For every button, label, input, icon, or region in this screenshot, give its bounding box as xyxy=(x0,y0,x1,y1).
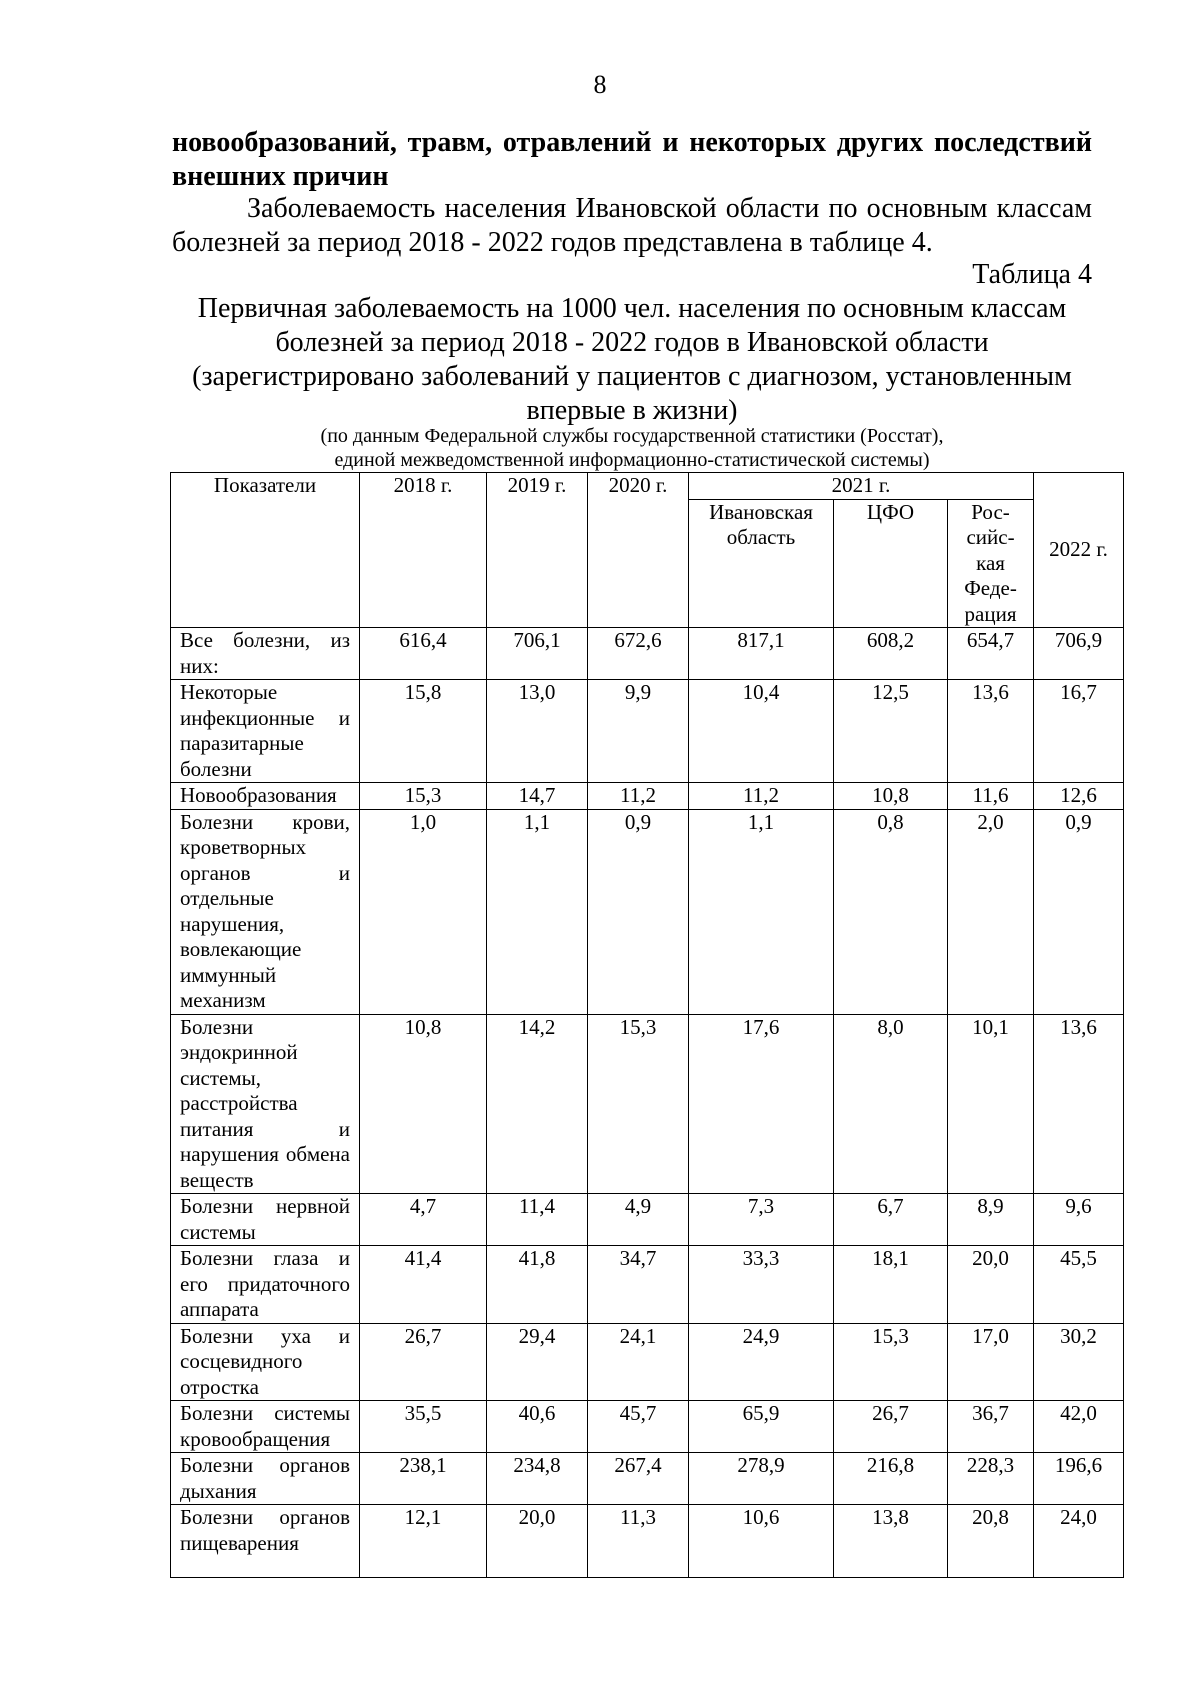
header-cfo: ЦФО xyxy=(834,499,948,628)
table-body xyxy=(171,628,1124,1578)
cell-v2018: 4,7 xyxy=(360,1194,487,1246)
cell-v2022: 13,6 xyxy=(1034,1014,1124,1194)
header-rf: Рос-сийс-кая Феде-рация xyxy=(948,499,1034,628)
table-row xyxy=(171,809,1124,1014)
row-label: Все болезни, из них: xyxy=(171,628,360,680)
row-label: Новообразования xyxy=(171,783,360,810)
table-row xyxy=(171,1401,1124,1453)
cell-v2022: 0,9 xyxy=(1034,809,1124,1014)
table-title-line: впервые в жизни) xyxy=(526,395,738,426)
cell-cfo: 6,7 xyxy=(834,1194,948,1246)
cell-v2018: 10,8 xyxy=(360,1014,487,1194)
header-2022: 2022 г. xyxy=(1034,473,1124,628)
cell-ivanovo: 278,9 xyxy=(689,1453,834,1505)
cell-v2022: 30,2 xyxy=(1034,1323,1124,1401)
table-row xyxy=(171,1323,1124,1401)
cell-rf: 11,6 xyxy=(948,783,1034,810)
cell-v2018: 26,7 xyxy=(360,1323,487,1401)
cell-v2018: 616,4 xyxy=(360,628,487,680)
table-row xyxy=(171,783,1124,810)
cell-ivanovo: 11,2 xyxy=(689,783,834,810)
morbidity-table xyxy=(170,472,1124,1578)
cell-ivanovo: 17,6 xyxy=(689,1014,834,1194)
cell-v2020: 4,9 xyxy=(588,1194,689,1246)
cell-rf: 10,1 xyxy=(948,1014,1034,1194)
cell-v2019: 40,6 xyxy=(487,1401,588,1453)
source-note-line: единой межведомственной информационно-статистической системы) xyxy=(334,449,930,471)
cell-v2022: 9,6 xyxy=(1034,1194,1124,1246)
row-label: Болезни эндокринной системы, расстройства питания и нарушения обмена веществ xyxy=(171,1014,360,1194)
cell-v2020: 11,2 xyxy=(588,783,689,810)
cell-ivanovo: 1,1 xyxy=(689,809,834,1014)
cell-cfo: 13,8 xyxy=(834,1505,948,1578)
cell-ivanovo: 817,1 xyxy=(689,628,834,680)
cell-v2020: 15,3 xyxy=(588,1014,689,1194)
source-note-line: (по данным Федеральной службы государственной статистики (Росстат), xyxy=(320,425,944,447)
cell-cfo: 18,1 xyxy=(834,1246,948,1324)
cell-v2019: 20,0 xyxy=(487,1505,588,1578)
cell-v2019: 14,2 xyxy=(487,1014,588,1194)
table-title-line: (зарегистрировано заболеваний у пациентов с диагнозом, установленным xyxy=(192,361,1072,392)
cell-v2018: 35,5 xyxy=(360,1401,487,1453)
cell-ivanovo: 10,6 xyxy=(689,1505,834,1578)
intro-paragraph: Заболеваемость населения Ивановской области по основным классам болезней за период 2018 - 2022 годов представлена в таблице 4. xyxy=(172,193,1092,258)
cell-rf: 13,6 xyxy=(948,680,1034,783)
cell-ivanovo: 7,3 xyxy=(689,1194,834,1246)
cell-rf: 17,0 xyxy=(948,1323,1034,1401)
cell-v2022: 24,0 xyxy=(1034,1505,1124,1578)
cell-v2020: 34,7 xyxy=(588,1246,689,1324)
cell-v2019: 14,7 xyxy=(487,783,588,810)
header-ivanovo: Ивановская область xyxy=(689,499,834,628)
row-label: Болезни системы кровообращения xyxy=(171,1401,360,1453)
row-label: Болезни крови, кроветворных органов и отдельные нарушения, вовлекающие иммунный механизм xyxy=(171,809,360,1014)
cell-v2019: 11,4 xyxy=(487,1194,588,1246)
cell-v2018: 1,0 xyxy=(360,809,487,1014)
table-row xyxy=(171,1246,1124,1324)
cell-v2020: 9,9 xyxy=(588,680,689,783)
table-row xyxy=(171,1453,1124,1505)
cell-v2018: 41,4 xyxy=(360,1246,487,1324)
cell-v2020: 267,4 xyxy=(588,1453,689,1505)
row-label: Некоторые инфекционные и паразитарные болезни xyxy=(171,680,360,783)
cell-v2022: 45,5 xyxy=(1034,1246,1124,1324)
cell-v2022: 12,6 xyxy=(1034,783,1124,810)
cell-cfo: 12,5 xyxy=(834,680,948,783)
header-indicator: Показатели xyxy=(171,473,360,628)
header-2018: 2018 г. xyxy=(360,473,487,628)
cell-v2020: 11,3 xyxy=(588,1505,689,1578)
cell-v2019: 1,1 xyxy=(487,809,588,1014)
cell-v2019: 41,8 xyxy=(487,1246,588,1324)
table-row xyxy=(171,680,1124,783)
row-label: Болезни органов пищеварения xyxy=(171,1505,360,1578)
cell-rf: 20,8 xyxy=(948,1505,1034,1578)
table-title-line: болезней за период 2018 - 2022 годов в Ивановской области xyxy=(275,327,989,358)
row-label: Болезни нервной системы xyxy=(171,1194,360,1246)
cell-v2018: 15,8 xyxy=(360,680,487,783)
cell-rf: 228,3 xyxy=(948,1453,1034,1505)
cell-v2019: 29,4 xyxy=(487,1323,588,1401)
cell-v2018: 12,1 xyxy=(360,1505,487,1578)
cell-ivanovo: 33,3 xyxy=(689,1246,834,1324)
cell-v2020: 0,9 xyxy=(588,809,689,1014)
section-heading-continuation: новообразований, травм, отравлений и некоторых других последствий внешних причин xyxy=(172,127,1092,192)
table-row xyxy=(171,1194,1124,1246)
cell-rf: 2,0 xyxy=(948,809,1034,1014)
table-title xyxy=(172,292,1092,428)
cell-v2018: 238,1 xyxy=(360,1453,487,1505)
row-label: Болезни уха и сосцевидного отростка xyxy=(171,1323,360,1401)
cell-cfo: 216,8 xyxy=(834,1453,948,1505)
cell-rf: 8,9 xyxy=(948,1194,1034,1246)
cell-v2018: 15,3 xyxy=(360,783,487,810)
header-2020: 2020 г. xyxy=(588,473,689,628)
cell-v2019: 706,1 xyxy=(487,628,588,680)
table-header-row xyxy=(171,473,1124,500)
cell-rf: 36,7 xyxy=(948,1401,1034,1453)
cell-cfo: 26,7 xyxy=(834,1401,948,1453)
cell-v2019: 234,8 xyxy=(487,1453,588,1505)
header-2021: 2021 г. xyxy=(689,473,1034,500)
table-number: Таблица 4 xyxy=(972,259,1092,290)
table-row xyxy=(171,1505,1124,1578)
cell-v2020: 45,7 xyxy=(588,1401,689,1453)
cell-v2022: 42,0 xyxy=(1034,1401,1124,1453)
cell-cfo: 8,0 xyxy=(834,1014,948,1194)
cell-cfo: 608,2 xyxy=(834,628,948,680)
table-row xyxy=(171,628,1124,680)
cell-v2020: 24,1 xyxy=(588,1323,689,1401)
row-label: Болезни органов дыхания xyxy=(171,1453,360,1505)
cell-cfo: 15,3 xyxy=(834,1323,948,1401)
cell-cfo: 0,8 xyxy=(834,809,948,1014)
header-2019: 2019 г. xyxy=(487,473,588,628)
cell-v2020: 672,6 xyxy=(588,628,689,680)
cell-ivanovo: 24,9 xyxy=(689,1323,834,1401)
cell-ivanovo: 65,9 xyxy=(689,1401,834,1453)
table-row xyxy=(171,1014,1124,1194)
row-label: Болезни глаза и его придаточного аппарата xyxy=(171,1246,360,1324)
cell-v2022: 196,6 xyxy=(1034,1453,1124,1505)
cell-cfo: 10,8 xyxy=(834,783,948,810)
page-number: 8 xyxy=(593,70,607,99)
cell-rf: 20,0 xyxy=(948,1246,1034,1324)
cell-ivanovo: 10,4 xyxy=(689,680,834,783)
source-note xyxy=(172,424,1092,472)
cell-v2022: 706,9 xyxy=(1034,628,1124,680)
cell-v2019: 13,0 xyxy=(487,680,588,783)
cell-v2022: 16,7 xyxy=(1034,680,1124,783)
table-title-line: Первичная заболеваемость на 1000 чел. населения по основным классам xyxy=(197,293,1067,324)
cell-rf: 654,7 xyxy=(948,628,1034,680)
